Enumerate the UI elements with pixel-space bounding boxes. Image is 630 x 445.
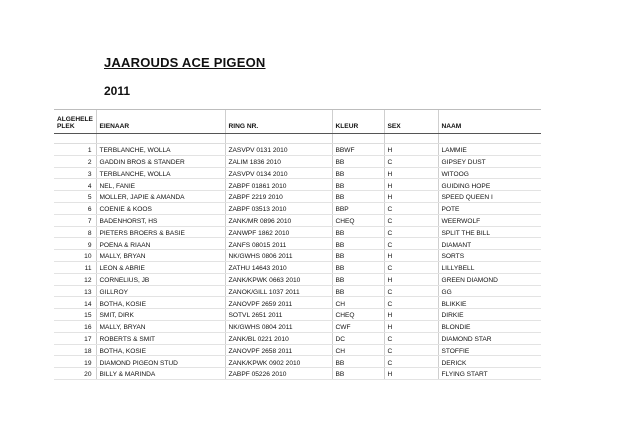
table-row [54,250,541,262]
header-plek [54,110,96,134]
colour-cell: CHEQ [332,309,384,321]
sex-cell: C [384,285,438,297]
header-plek-line1: ALGEHELE [57,115,93,123]
ring-number-cell: ZABPF 01861 2010 [225,179,332,191]
owner-cell: BOTHA, KOSIE [96,344,225,356]
colour-cell: CH [332,344,384,356]
spacer-cell [438,134,541,144]
colour-cell: CH [332,297,384,309]
header-naam: NAAM [438,110,541,134]
header-spacer-row [54,134,541,144]
ring-number-cell: ZANK/BL 0221 2010 [225,332,332,344]
owner-cell: TERBLANCHE, WOLLA [96,167,225,179]
rank-cell: 8 [54,226,96,238]
sex-cell: C [384,238,438,250]
owner-cell: TERBLANCHE, WOLLA [96,144,225,156]
owner-cell: LEON & ABRIE [96,261,225,273]
ring-number-cell: ZABPF 2219 2010 [225,191,332,203]
sex-cell: H [384,273,438,285]
sex-cell: C [384,261,438,273]
sex-cell: C [384,202,438,214]
owner-cell: BOTHA, KOSIE [96,297,225,309]
pigeon-name-cell: SPEED QUEEN I [438,191,541,203]
colour-cell: BB [332,155,384,167]
sex-cell: C [384,356,438,368]
ring-number-cell: ZANOK/GILL 1037 2011 [225,285,332,297]
colour-cell: BBP [332,202,384,214]
rank-cell: 11 [54,261,96,273]
pigeon-name-cell: WEERWOLF [438,214,541,226]
table-row [54,332,541,344]
colour-cell: BB [332,285,384,297]
ring-number-cell: ZANK/KPWK 0902 2010 [225,356,332,368]
owner-cell: DIAMOND PIGEON STUD [96,356,225,368]
header-row [54,110,541,134]
ring-number-cell: NK/GWHS 0804 2011 [225,320,332,332]
table-row [54,144,541,156]
rank-cell: 14 [54,297,96,309]
ring-number-cell: NK/GWHS 0806 2011 [225,250,332,262]
sex-cell: H [384,191,438,203]
pigeon-name-cell: GG [438,285,541,297]
ring-number-cell: ZANOVPF 2658 2011 [225,344,332,356]
header-eienaar: EIENAAR [96,110,225,134]
table-row [54,356,541,368]
rank-cell: 19 [54,356,96,368]
spacer-cell [225,134,332,144]
sex-cell: H [384,320,438,332]
ring-number-cell: ZABPF 03513 2010 [225,202,332,214]
pigeon-name-cell: GREEN DIAMOND [438,273,541,285]
ring-number-cell: ZANWPF 1862 2010 [225,226,332,238]
colour-cell: CWF [332,320,384,332]
table-row [54,261,541,273]
table-row [54,202,541,214]
pigeon-name-cell: SORTS [438,250,541,262]
rank-cell: 20 [54,368,96,380]
ring-number-cell: ZALIM 1836 2010 [225,155,332,167]
pigeon-name-cell: DIRKIE [438,309,541,321]
sex-cell: H [384,167,438,179]
ring-number-cell: ZABPF 05226 2010 [225,368,332,380]
rank-cell: 12 [54,273,96,285]
sex-cell: H [384,179,438,191]
colour-cell: BB [332,191,384,203]
owner-cell: COENIE & KOOS [96,202,225,214]
owner-cell: BILLY & MARINDA [96,368,225,380]
ring-number-cell: ZANK/KPWK 0663 2010 [225,273,332,285]
colour-cell: BBWF [332,144,384,156]
owner-cell: PIETERS BROERS & BASIE [96,226,225,238]
header-kleur: KLEUR [332,110,384,134]
document-title: JAAROUDS ACE PIGEON [104,55,266,70]
rank-cell: 6 [54,202,96,214]
ring-number-cell: ZANOVPF 2659 2011 [225,297,332,309]
ring-number-cell: ZASVPV 0131 2010 [225,144,332,156]
rank-cell: 3 [54,167,96,179]
owner-cell: CORNELIUS, JB [96,273,225,285]
owner-cell: MALLY, BRYAN [96,320,225,332]
table-row [54,320,541,332]
sex-cell: H [384,250,438,262]
ring-number-cell: ZANFS 08015 2011 [225,238,332,250]
spacer-cell [54,134,96,144]
sex-cell: C [384,332,438,344]
pigeon-name-cell: DIAMOND STAR [438,332,541,344]
table-row [54,285,541,297]
rank-cell: 4 [54,179,96,191]
owner-cell: ROBERTS & SMIT [96,332,225,344]
rank-cell: 13 [54,285,96,297]
sex-cell: C [384,214,438,226]
pigeon-name-cell: SPLIT THE BILL [438,226,541,238]
colour-cell: BB [332,250,384,262]
colour-cell: DC [332,332,384,344]
pigeon-name-cell: BLONDIE [438,320,541,332]
table-row [54,167,541,179]
sex-cell: C [384,344,438,356]
colour-cell: BB [332,238,384,250]
sex-cell: H [384,144,438,156]
table-row [54,155,541,167]
spacer-cell [332,134,384,144]
sex-cell: C [384,155,438,167]
rank-cell: 1 [54,144,96,156]
ring-number-cell: ZANK/MR 0896 2010 [225,214,332,226]
rank-cell: 15 [54,309,96,321]
results-table-body [54,144,541,380]
rank-cell: 7 [54,214,96,226]
table-row [54,368,541,380]
rank-cell: 5 [54,191,96,203]
rank-cell: 9 [54,238,96,250]
pigeon-name-cell: FLYING START [438,368,541,380]
sex-cell: C [384,226,438,238]
colour-cell: BB [332,368,384,380]
pigeon-name-cell: BLIKKIE [438,297,541,309]
rank-cell: 18 [54,344,96,356]
pigeon-name-cell: GIPSEY DUST [438,155,541,167]
colour-cell: BB [332,179,384,191]
table-row [54,179,541,191]
table-row [54,238,541,250]
sex-cell: C [384,297,438,309]
results-table [54,109,541,380]
table-row [54,273,541,285]
owner-cell: MALLY, BRYAN [96,250,225,262]
pigeon-name-cell: POTE [438,202,541,214]
document-year: 2011 [104,84,131,98]
rank-cell: 10 [54,250,96,262]
ring-number-cell: ZASVPV 0134 2010 [225,167,332,179]
rank-cell: 17 [54,332,96,344]
results-table-header [54,110,541,144]
owner-cell: SMIT, DIRK [96,309,225,321]
colour-cell: CHEQ [332,214,384,226]
ring-number-cell: SOTVL 2651 2011 [225,309,332,321]
rank-cell: 2 [54,155,96,167]
owner-cell: GILLROY [96,285,225,297]
colour-cell: BB [332,261,384,273]
pigeon-name-cell: LILLYBELL [438,261,541,273]
sex-cell: H [384,309,438,321]
header-ring: RING NR. [225,110,332,134]
owner-cell: MOLLER, JAPIE & AMANDA [96,191,225,203]
spacer-cell [96,134,225,144]
owner-cell: POENA & RIAAN [96,238,225,250]
rank-cell: 16 [54,320,96,332]
pigeon-name-cell: DERICK [438,356,541,368]
table-row [54,309,541,321]
ring-number-cell: ZATHU 14643 2010 [225,261,332,273]
header-sex: SEX [384,110,438,134]
owner-cell: NEL, FANIE [96,179,225,191]
pigeon-name-cell: LAMMIE [438,144,541,156]
colour-cell: BB [332,356,384,368]
colour-cell: BB [332,226,384,238]
table-row [54,226,541,238]
table-row [54,344,541,356]
owner-cell: GADDIN BROS & STANDER [96,155,225,167]
table-row [54,214,541,226]
colour-cell: BB [332,167,384,179]
spacer-cell [384,134,438,144]
header-plek-line2: PLEK [57,123,75,131]
pigeon-name-cell: STOFFIE [438,344,541,356]
colour-cell: BB [332,273,384,285]
pigeon-name-cell: WITOOG [438,167,541,179]
table-row [54,297,541,309]
table-row [54,191,541,203]
sex-cell: H [384,368,438,380]
pigeon-name-cell: DIAMANT [438,238,541,250]
pigeon-name-cell: GUIDING HOPE [438,179,541,191]
owner-cell: BADENHORST, HS [96,214,225,226]
